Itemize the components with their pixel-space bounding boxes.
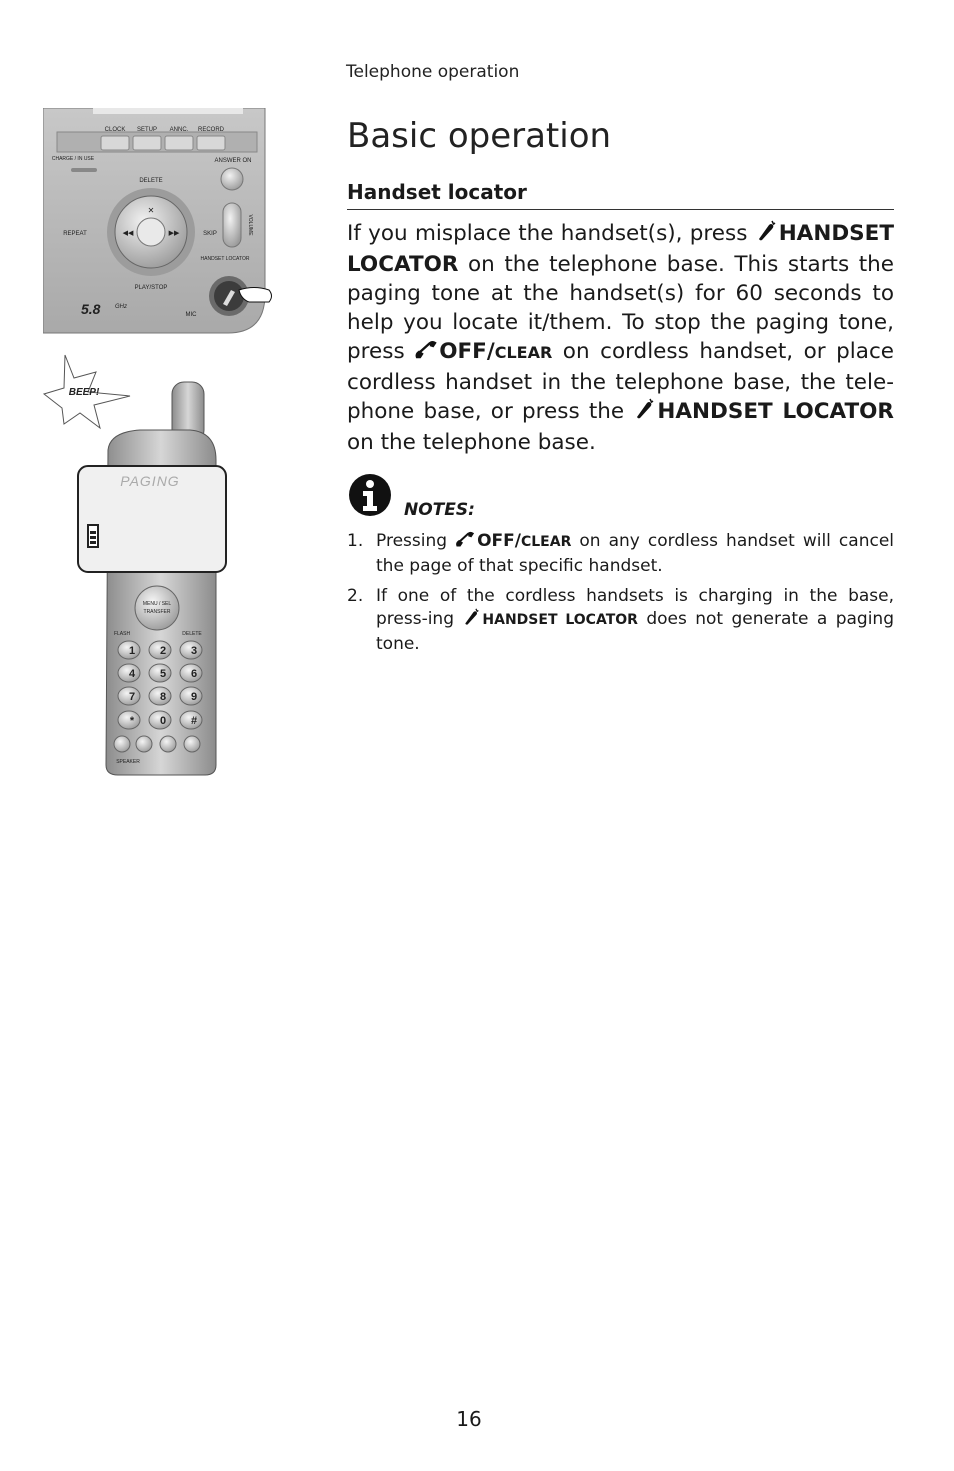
keypad-key-label: # [190, 715, 198, 727]
handset-locator-icon [462, 608, 480, 633]
keypad-key-label: 5 [159, 668, 167, 680]
info-icon [348, 473, 392, 521]
keypad-key-label: 1 [128, 645, 136, 657]
list-number: 2. [347, 586, 364, 606]
speaker-label: SPEAKER [116, 759, 140, 765]
setup-label: SETUP [136, 127, 158, 133]
section-heading: Handset locator [347, 180, 527, 204]
keypad-key-label: * [129, 715, 135, 727]
repeat-label: REPEAT [63, 231, 87, 237]
charge-label: CHARGE / IN USE [51, 156, 95, 162]
handset-locator-label: HANDSET LOCATOR [347, 221, 894, 277]
heading-rule [347, 209, 894, 210]
keypad-key-label: 6 [190, 668, 198, 680]
running-header: Telephone operation [346, 62, 520, 82]
off-label: OFF/ [477, 531, 521, 551]
keypad-key-label: 7 [128, 691, 136, 703]
menu-label: MENU / SEL [142, 601, 172, 607]
handset-locator-icon [755, 220, 777, 250]
function-key [114, 736, 130, 752]
transfer-label: TRANSFER [143, 609, 171, 615]
text-run: If you misplace the handset(s), press [347, 221, 755, 246]
phone-off-icon [455, 531, 475, 555]
clock-label: CLOCK [104, 127, 126, 133]
skip-label: SKIP [203, 231, 217, 237]
text-run: on the telephone base. [347, 430, 596, 455]
annc-label: ANNC. [169, 127, 189, 133]
keypad-key-label: 0 [159, 715, 167, 727]
text-run: Pressing [376, 531, 456, 551]
list-item [347, 530, 894, 578]
volume-label: VOLUME [247, 214, 253, 236]
record-label: RECORD [197, 127, 225, 133]
off-label: OFF/ [439, 339, 495, 364]
text-run: does not generate a paging tone. [376, 609, 894, 654]
play-stop-label: PLAY/STOP [134, 285, 168, 291]
beep-label: BEEP! [68, 387, 100, 398]
text-run: If one of the cordless handsets is charging in the base, press-ing [376, 586, 894, 629]
answer-on-label: ANSWER ON [214, 158, 252, 164]
svg-text:✕: ✕ [147, 206, 155, 215]
function-key [136, 736, 152, 752]
keypad-key-label: 9 [190, 691, 198, 703]
delete-label: DELETE [139, 178, 163, 184]
list-number: 1. [347, 531, 364, 551]
handset-locator-icon [633, 398, 655, 428]
handset-locator-base-label: HANDSET LOCATOR [200, 256, 250, 262]
list-item [347, 585, 894, 656]
telephone-base-illustration [43, 108, 278, 342]
mic-label: MIC [185, 312, 197, 318]
freq-label: 5.8 [81, 301, 101, 317]
svg-text:▶▶: ▶▶ [168, 230, 180, 237]
keypad-key-label: 4 [128, 668, 136, 680]
keypad-key-label: 8 [159, 691, 167, 703]
text-run: on any cordless handset will cancel the page of that specific handset. [376, 531, 895, 576]
handset-locator-label: HANDSET LOCATOR [657, 399, 894, 424]
page-number: 16 [456, 1407, 482, 1431]
ghz-label: GHz [115, 304, 127, 310]
text-run: on cordless handset, or place cordless handset in the telephone base, the tele-phone base, or press the [347, 339, 895, 424]
body-paragraph [347, 219, 894, 457]
text-run: on the telephone base. This starts the paging tone at the handset(s) for 60 seconds to help you locate it/them. To stop the paging tone, press [347, 252, 894, 364]
page-title: Basic operation [347, 116, 612, 156]
clear-label: CLEAR [494, 343, 553, 362]
keypad-key-label: 3 [190, 645, 198, 657]
flash-label: FLASH [113, 631, 131, 637]
svg-text:◀◀: ◀◀ [122, 230, 134, 237]
function-key [184, 736, 200, 752]
cordless-handset-illustration [40, 350, 235, 784]
phone-off-icon [415, 339, 437, 368]
keypad-key-label: 2 [159, 645, 167, 657]
handset-locator-label: HANDSET LOCATOR [482, 612, 638, 628]
notes-label: NOTES: [404, 500, 475, 520]
delete-handset-label: DELETE [182, 631, 202, 637]
function-key [160, 736, 176, 752]
notes-list [347, 530, 894, 663]
clear-label: CLEAR [520, 534, 572, 550]
screen-paging-text: PAGING [120, 473, 180, 489]
